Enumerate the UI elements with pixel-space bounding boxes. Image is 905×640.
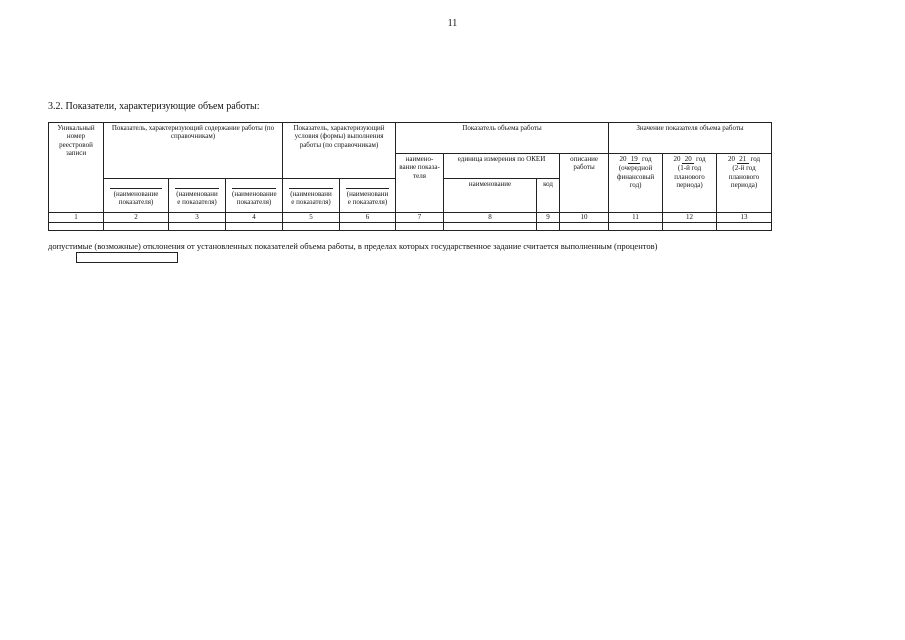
column-number: 13: [717, 213, 772, 223]
header-indicator-name: наимено-вание показа-теля: [396, 154, 444, 213]
header-okei-unit: единица измерения по ОКЕИ: [444, 154, 560, 179]
year-2-value: 20: [682, 155, 694, 164]
column-number: 9: [537, 213, 560, 223]
header-content-indicator: Показатель, характеризующий содержание работы (по справочникам): [104, 123, 283, 179]
header-year-3: 20 21 год (2-й год планового периода): [717, 154, 772, 213]
tolerance-percent-field[interactable]: [76, 252, 178, 263]
subheader-indicator-5: (наименовани е показателя): [340, 179, 396, 213]
table-row: [49, 223, 772, 231]
column-number: 11: [609, 213, 663, 223]
column-number: 12: [663, 213, 717, 223]
column-number: 3: [169, 213, 226, 223]
header-conditions-indicator: Показатель, характеризующий условия (формы) выполнения работы (по справочникам): [283, 123, 396, 179]
column-number: 2: [104, 213, 169, 223]
subheader-indicator-1: (наименование показателя): [104, 179, 169, 213]
header-volume-value: Значение показателя объема работы: [609, 123, 772, 154]
page-number: 11: [447, 18, 458, 29]
column-number: 8: [444, 213, 537, 223]
header-year-2: 20 20 год (1-й год планового периода): [663, 154, 717, 213]
year-1-note: (очередной финансовый год): [616, 164, 655, 189]
header-okei-code: код: [537, 179, 560, 213]
subheader-indicator-2: (наименовани е показателя): [169, 179, 226, 213]
section-title: 3.2. Показатели, характеризующие объем работы:: [48, 101, 260, 112]
column-number: 1: [49, 213, 104, 223]
volume-indicators-table: [48, 122, 772, 231]
year-1-value: 19: [628, 155, 640, 164]
subheader-indicator-4: (наименовани е показателя): [283, 179, 340, 213]
column-number: 6: [340, 213, 396, 223]
year-3-note: (2-й год планового периода): [728, 164, 760, 189]
header-work-description: описание работы: [560, 154, 609, 213]
column-number-row: [49, 213, 772, 223]
year-3-value: 21: [737, 155, 749, 164]
column-number: 4: [226, 213, 283, 223]
subheader-indicator-3: (наименование показателя): [226, 179, 283, 213]
header-okei-name: наименование: [444, 179, 537, 213]
column-number: 5: [283, 213, 340, 223]
tolerance-text: допустимые (возможные) отклонения от установленных показателей объема работы, в пределах которых государственное задание считается выполненным (процентов): [48, 241, 658, 251]
header-year-1: 20 19 год (очередной финансовый год): [609, 154, 663, 213]
header-unique-record-number: Уникальный номер реестровой записи: [49, 123, 104, 213]
column-number: 10: [560, 213, 609, 223]
tolerance-line: [48, 241, 708, 263]
year-2-note: (1-й год планового периода): [674, 164, 705, 189]
column-number: 7: [396, 213, 444, 223]
header-volume-indicator: Показатель объема работы: [396, 123, 609, 154]
